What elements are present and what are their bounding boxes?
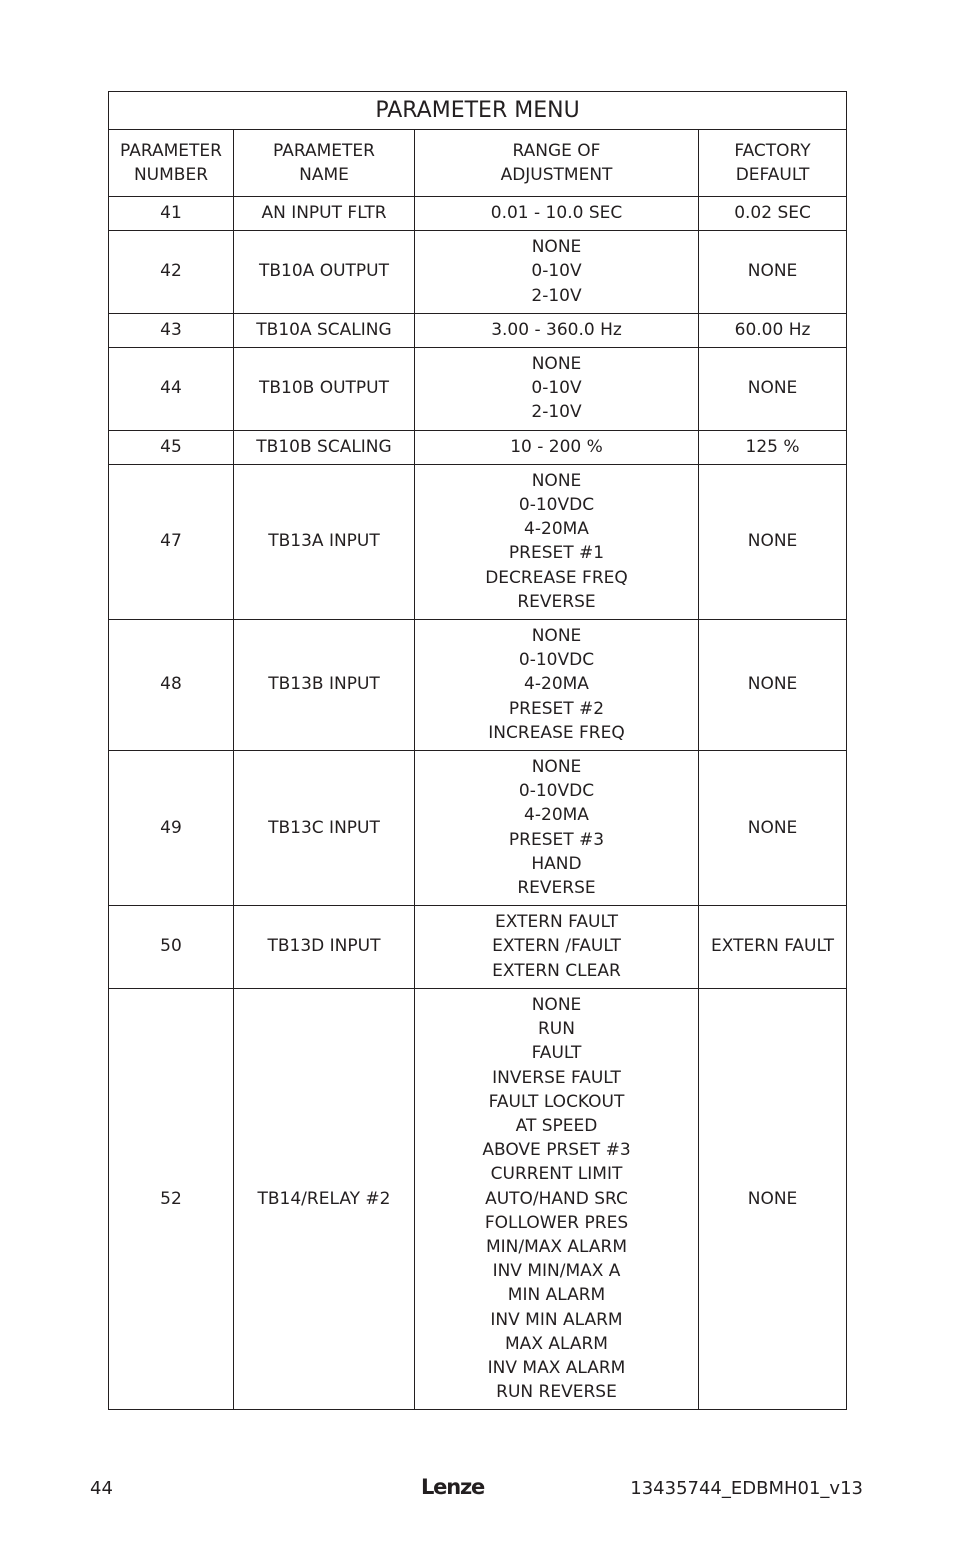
factory-default: NONE: [699, 620, 847, 751]
parameter-number: 43: [109, 313, 234, 347]
factory-default: NONE: [699, 751, 847, 906]
table-title-row: [109, 92, 847, 130]
range-of-adjustment: NONE RUN FAULT INVERSE FAULT FAULT LOCKOUT AT SPEED ABOVE PRSET #3 CURRENT LIMIT AUTO/HAND SRC FOLLOWER PRES MIN/MAX ALARM INV MIN/MAX A MIN ALARM INV MIN ALARM MAX ALARM INV MAX ALARM RUN REVERSE: [415, 988, 699, 1409]
header-range-of-adjustment: RANGE OF ADJUSTMENT: [415, 130, 699, 197]
factory-default: NONE: [699, 464, 847, 619]
page-number: 44: [90, 1478, 113, 1499]
factory-default: 125 %: [699, 430, 847, 464]
range-of-adjustment: NONE 0-10VDC 4-20MA PRESET #2 INCREASE FREQ: [415, 620, 699, 751]
parameter-number: 50: [109, 906, 234, 989]
table-row: [109, 620, 847, 751]
parameter-name: TB13C INPUT: [234, 751, 415, 906]
factory-default: NONE: [699, 348, 847, 431]
parameter-menu-table: [108, 91, 847, 1410]
document-id: 13435744_EDBMH01_v13: [630, 1478, 863, 1499]
range-of-adjustment: NONE 0-10V 2-10V: [415, 348, 699, 431]
parameter-number: 44: [109, 348, 234, 431]
table-row: [109, 751, 847, 906]
parameter-number: 48: [109, 620, 234, 751]
parameter-number: 42: [109, 231, 234, 314]
factory-default: 60.00 Hz: [699, 313, 847, 347]
parameter-number: 52: [109, 988, 234, 1409]
parameter-name: TB10A SCALING: [234, 313, 415, 347]
parameter-name: TB14/RELAY #2: [234, 988, 415, 1409]
table-row: [109, 231, 847, 314]
table-row: [109, 313, 847, 347]
range-of-adjustment: EXTERN FAULT EXTERN /FAULT EXTERN CLEAR: [415, 906, 699, 989]
parameter-name: TB10A OUTPUT: [234, 231, 415, 314]
range-of-adjustment: 0.01 - 10.0 SEC: [415, 197, 699, 231]
parameter-name: TB10B SCALING: [234, 430, 415, 464]
factory-default: EXTERN FAULT: [699, 906, 847, 989]
range-of-adjustment: NONE 0-10VDC 4-20MA PRESET #1 DECREASE FREQ REVERSE: [415, 464, 699, 619]
table-row: [109, 348, 847, 431]
lenze-logo: Lenze: [421, 1475, 485, 1499]
table-row: [109, 197, 847, 231]
table-row: [109, 430, 847, 464]
table-row: [109, 464, 847, 619]
parameter-number: 45: [109, 430, 234, 464]
table-header-row: [109, 130, 847, 197]
factory-default: NONE: [699, 231, 847, 314]
parameter-number: 41: [109, 197, 234, 231]
factory-default: 0.02 SEC: [699, 197, 847, 231]
header-parameter-name: PARAMETER NAME: [234, 130, 415, 197]
parameter-number: 47: [109, 464, 234, 619]
range-of-adjustment: NONE 0-10VDC 4-20MA PRESET #3 HAND REVERSE: [415, 751, 699, 906]
parameter-number: 49: [109, 751, 234, 906]
range-of-adjustment: 10 - 200 %: [415, 430, 699, 464]
header-factory-default: FACTORY DEFAULT: [699, 130, 847, 197]
range-of-adjustment: NONE 0-10V 2-10V: [415, 231, 699, 314]
range-of-adjustment: 3.00 - 360.0 Hz: [415, 313, 699, 347]
table-title: PARAMETER MENU: [109, 92, 847, 130]
parameter-name: TB13B INPUT: [234, 620, 415, 751]
parameter-name: AN INPUT FLTR: [234, 197, 415, 231]
parameter-name: TB13A INPUT: [234, 464, 415, 619]
factory-default: NONE: [699, 988, 847, 1409]
parameter-name: TB13D INPUT: [234, 906, 415, 989]
table-row: [109, 988, 847, 1409]
parameter-name: TB10B OUTPUT: [234, 348, 415, 431]
header-parameter-number: PARAMETER NUMBER: [109, 130, 234, 197]
table-row: [109, 906, 847, 989]
